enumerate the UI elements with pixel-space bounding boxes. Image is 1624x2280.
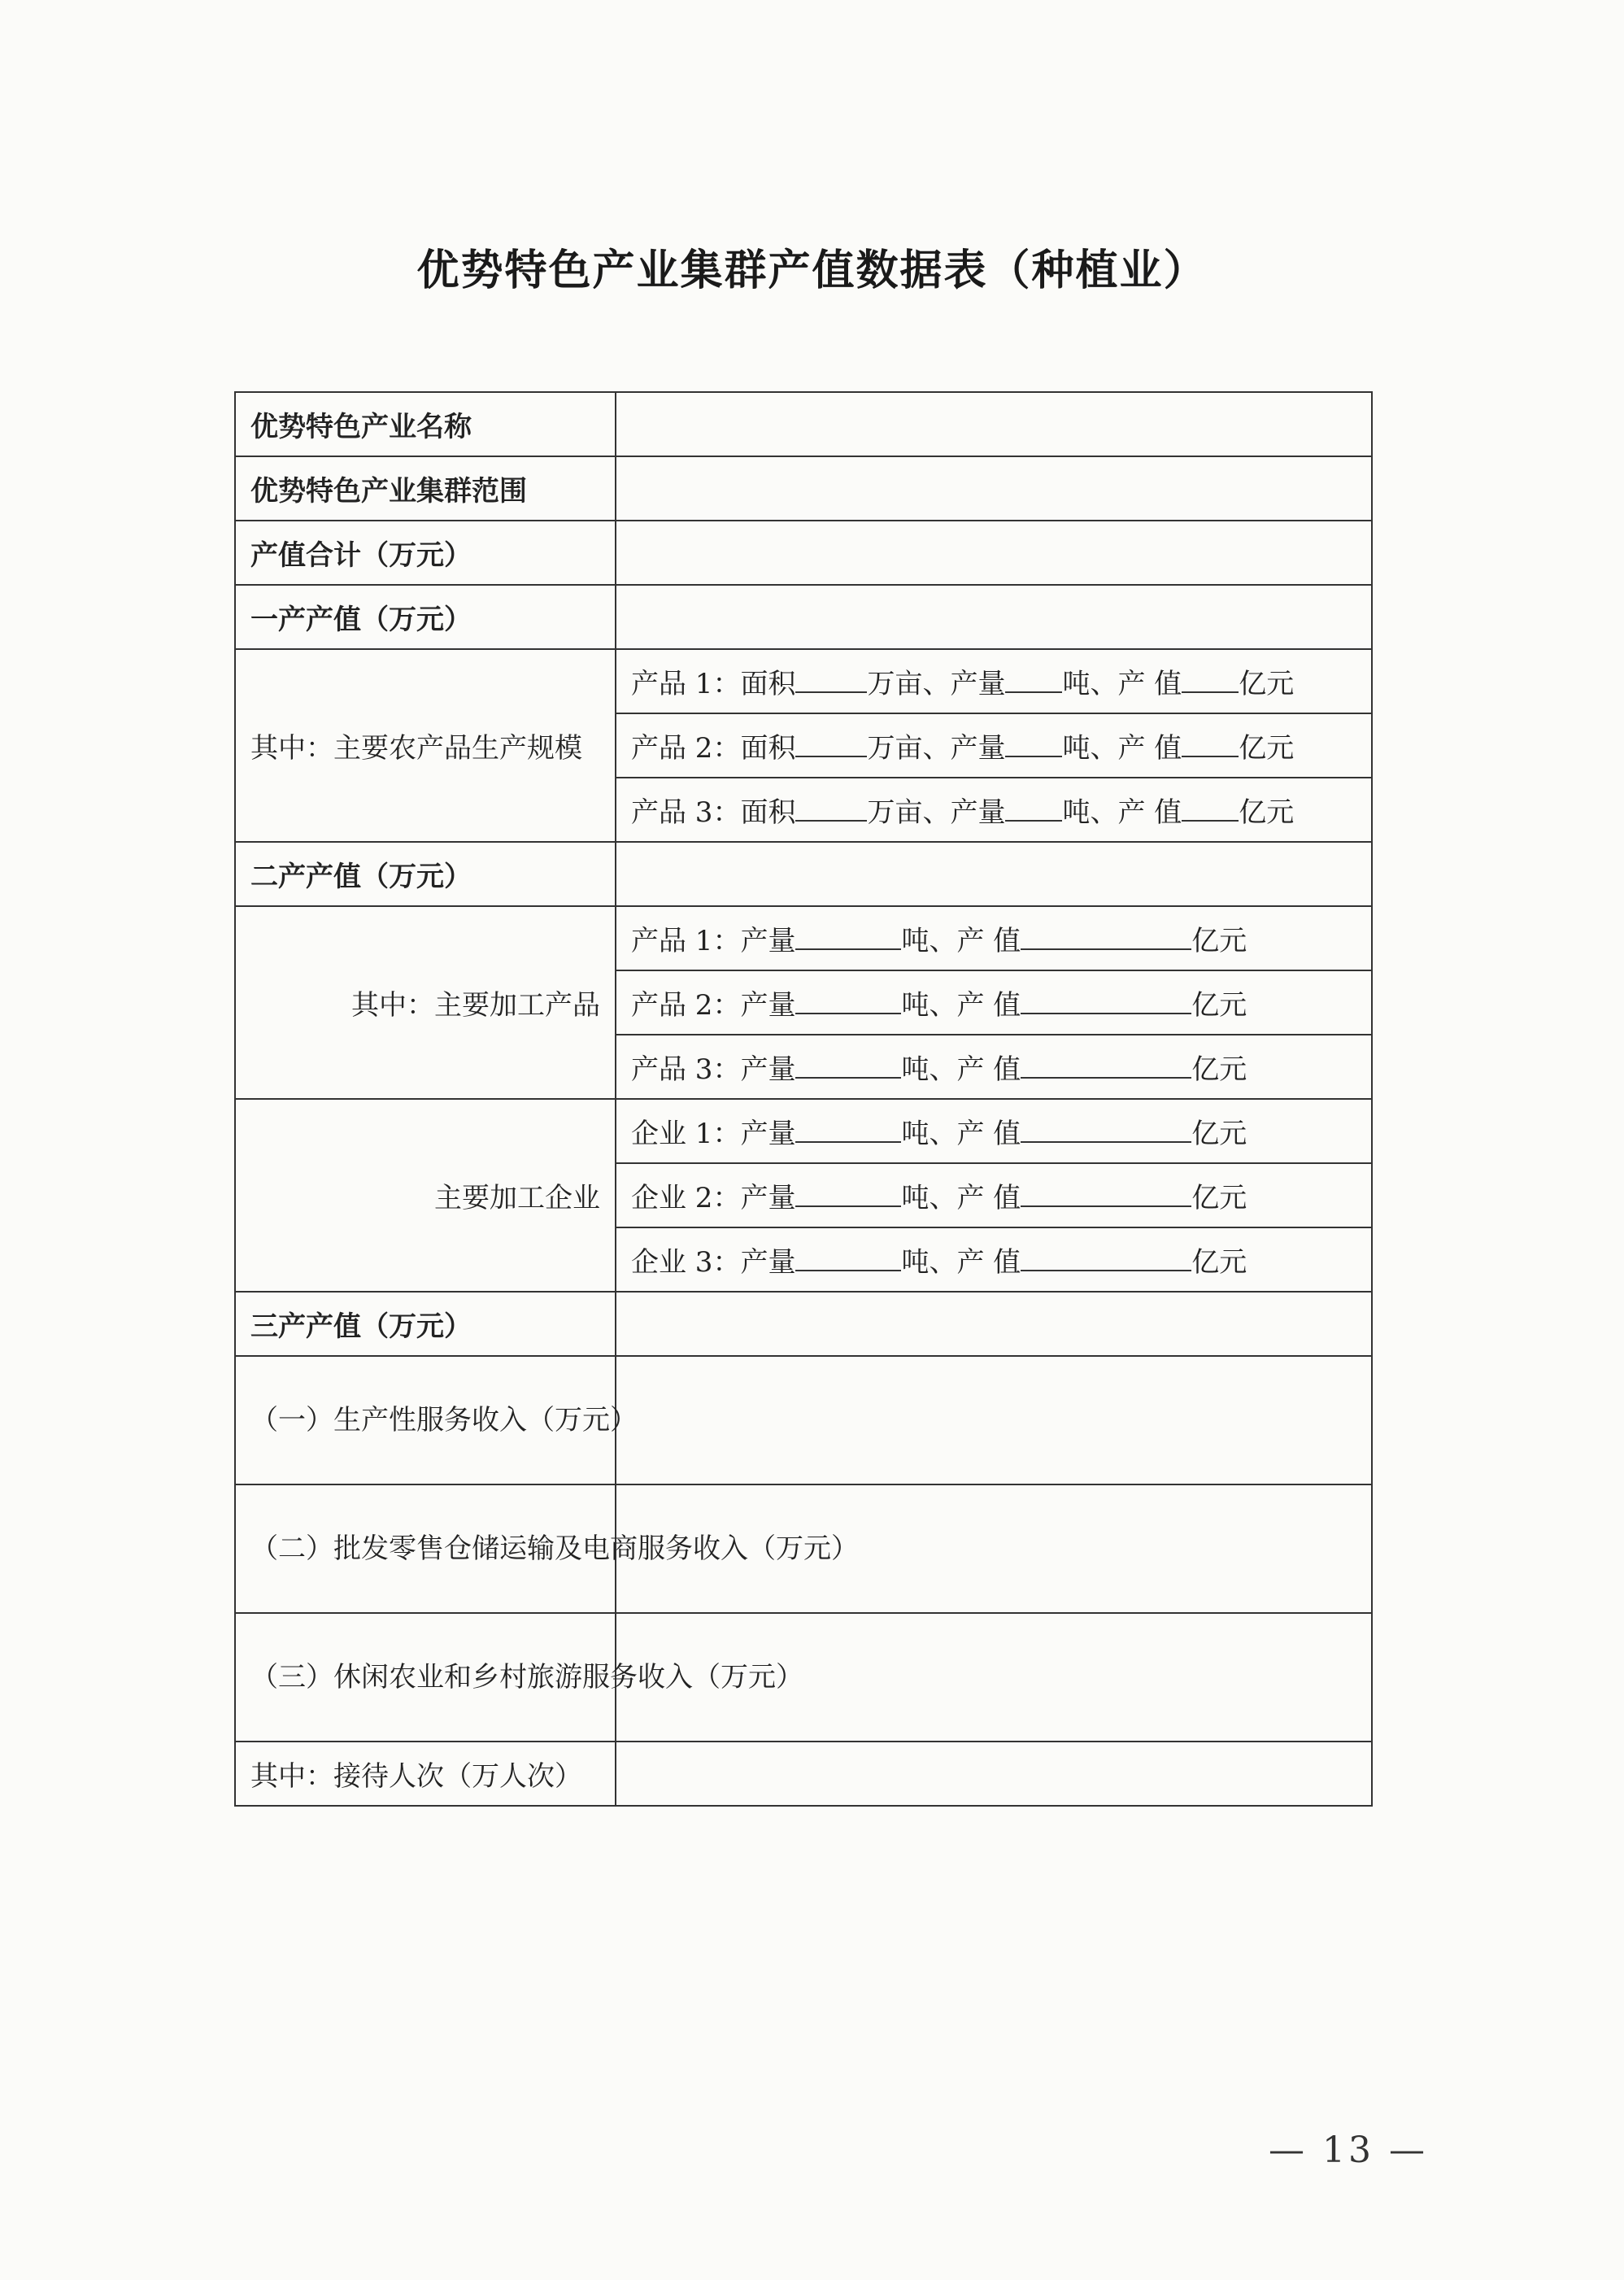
enterprise-label: 企业 1：产量 bbox=[631, 1118, 796, 1150]
processing-enterprises-label: 主要加工企业 bbox=[235, 1099, 616, 1292]
processed-product-1[interactable] bbox=[616, 906, 1372, 970]
service-income-1-field[interactable] bbox=[616, 1356, 1372, 1484]
total-output-field[interactable] bbox=[616, 521, 1372, 585]
industry-name-field[interactable] bbox=[616, 392, 1372, 456]
area-blank[interactable] bbox=[795, 731, 867, 757]
yield-blank[interactable] bbox=[1005, 731, 1062, 757]
unit-text: 亿元 bbox=[1191, 925, 1247, 957]
service-income-3-label: （三）休闲农业和乡村旅游服务收入（万元） bbox=[235, 1613, 616, 1742]
value-blank[interactable] bbox=[1021, 1053, 1191, 1079]
table-row bbox=[235, 1099, 1372, 1163]
visitors-label: 其中：接待人次（万人次） bbox=[235, 1742, 616, 1806]
value-blank[interactable] bbox=[1021, 1245, 1191, 1271]
service-income-1-label: （一）生产性服务收入（万元） bbox=[235, 1356, 616, 1484]
table-row bbox=[235, 1292, 1372, 1356]
cluster-scope-field[interactable] bbox=[616, 456, 1372, 521]
product-label: 产品 3：产量 bbox=[631, 1053, 796, 1086]
unit-text: 亿元 bbox=[1239, 668, 1295, 700]
tertiary-output-field[interactable] bbox=[616, 1292, 1372, 1356]
unit-text: 亿元 bbox=[1191, 1053, 1247, 1086]
product-label: 产品 1：产量 bbox=[631, 925, 796, 957]
enterprise-3[interactable] bbox=[616, 1227, 1372, 1292]
industry-name-label: 优势特色产业名称 bbox=[235, 392, 616, 456]
secondary-sub-label: 其中：主要加工产品 bbox=[235, 906, 616, 1099]
unit-text: 亿元 bbox=[1191, 1246, 1247, 1279]
unit-text: 吨、产 值 bbox=[1062, 732, 1182, 765]
cluster-scope-label: 优势特色产业集群范围 bbox=[235, 456, 616, 521]
total-output-label: 产值合计（万元） bbox=[235, 521, 616, 585]
product-label: 产品 2：产量 bbox=[631, 989, 796, 1022]
value-blank[interactable] bbox=[1182, 796, 1239, 822]
page-number: — 13 — bbox=[1269, 2130, 1428, 2171]
primary-output-label: 一产产值（万元） bbox=[235, 585, 616, 649]
table-row bbox=[235, 392, 1372, 456]
unit-text: 万亩、产量 bbox=[867, 668, 1006, 700]
yield-blank[interactable] bbox=[1005, 667, 1062, 693]
unit-text: 吨、产 值 bbox=[901, 1053, 1021, 1086]
value-blank[interactable] bbox=[1021, 1117, 1191, 1143]
table-row bbox=[235, 585, 1372, 649]
primary-product-3[interactable] bbox=[616, 778, 1372, 842]
table-row bbox=[235, 1613, 1372, 1742]
product-label: 产品 2：面积 bbox=[631, 732, 796, 765]
table-row bbox=[235, 842, 1372, 906]
yield-blank[interactable] bbox=[795, 1181, 901, 1207]
table-row bbox=[235, 906, 1372, 970]
unit-text: 亿元 bbox=[1191, 1182, 1247, 1214]
enterprise-1[interactable] bbox=[616, 1099, 1372, 1163]
unit-text: 吨、产 值 bbox=[901, 925, 1021, 957]
value-blank[interactable] bbox=[1021, 1181, 1191, 1207]
secondary-output-label: 二产产值（万元） bbox=[235, 842, 616, 906]
value-blank[interactable] bbox=[1021, 924, 1191, 950]
yield-blank[interactable] bbox=[795, 924, 901, 950]
table-row bbox=[235, 456, 1372, 521]
yield-blank[interactable] bbox=[795, 1053, 901, 1079]
output-data-table bbox=[234, 391, 1373, 1807]
unit-text: 吨、产 值 bbox=[1062, 668, 1182, 700]
unit-text: 亿元 bbox=[1191, 989, 1247, 1022]
unit-text: 吨、产 值 bbox=[901, 1246, 1021, 1279]
enterprise-label: 企业 3：产量 bbox=[631, 1246, 796, 1279]
tertiary-output-label: 三产产值（万元） bbox=[235, 1292, 616, 1356]
unit-text: 亿元 bbox=[1191, 1118, 1247, 1150]
page-title: 优势特色产业集群产值数据表（种植业） bbox=[416, 246, 1208, 295]
value-blank[interactable] bbox=[1182, 667, 1239, 693]
processed-product-2[interactable] bbox=[616, 970, 1372, 1035]
primary-product-2[interactable] bbox=[616, 713, 1372, 778]
unit-text: 亿元 bbox=[1239, 796, 1295, 829]
primary-product-1[interactable] bbox=[616, 649, 1372, 713]
primary-output-field[interactable] bbox=[616, 585, 1372, 649]
enterprise-label: 企业 2：产量 bbox=[631, 1182, 796, 1214]
visitors-field[interactable] bbox=[616, 1742, 1372, 1806]
primary-sub-label: 其中：主要农产品生产规模 bbox=[235, 649, 616, 842]
table-row bbox=[235, 649, 1372, 713]
table-row bbox=[235, 1742, 1372, 1806]
product-label: 产品 3：面积 bbox=[631, 796, 796, 829]
value-blank[interactable] bbox=[1182, 731, 1239, 757]
unit-text: 吨、产 值 bbox=[901, 989, 1021, 1022]
enterprise-2[interactable] bbox=[616, 1163, 1372, 1227]
area-blank[interactable] bbox=[795, 796, 867, 822]
table-row bbox=[235, 1356, 1372, 1484]
unit-text: 吨、产 值 bbox=[901, 1118, 1021, 1150]
area-blank[interactable] bbox=[795, 667, 867, 693]
unit-text: 吨、产 值 bbox=[901, 1182, 1021, 1214]
value-blank[interactable] bbox=[1021, 988, 1191, 1014]
unit-text: 亿元 bbox=[1239, 732, 1295, 765]
secondary-output-field[interactable] bbox=[616, 842, 1372, 906]
table-row bbox=[235, 1484, 1372, 1613]
unit-text: 万亩、产量 bbox=[867, 732, 1006, 765]
unit-text: 吨、产 值 bbox=[1062, 796, 1182, 829]
unit-text: 万亩、产量 bbox=[867, 796, 1006, 829]
yield-blank[interactable] bbox=[795, 1117, 901, 1143]
service-income-2-label: （二）批发零售仓储运输及电商服务收入（万元） bbox=[235, 1484, 616, 1613]
yield-blank[interactable] bbox=[1005, 796, 1062, 822]
product-label: 产品 1：面积 bbox=[631, 668, 796, 700]
yield-blank[interactable] bbox=[795, 1245, 901, 1271]
yield-blank[interactable] bbox=[795, 988, 901, 1014]
processed-product-3[interactable] bbox=[616, 1035, 1372, 1099]
table-row bbox=[235, 521, 1372, 585]
